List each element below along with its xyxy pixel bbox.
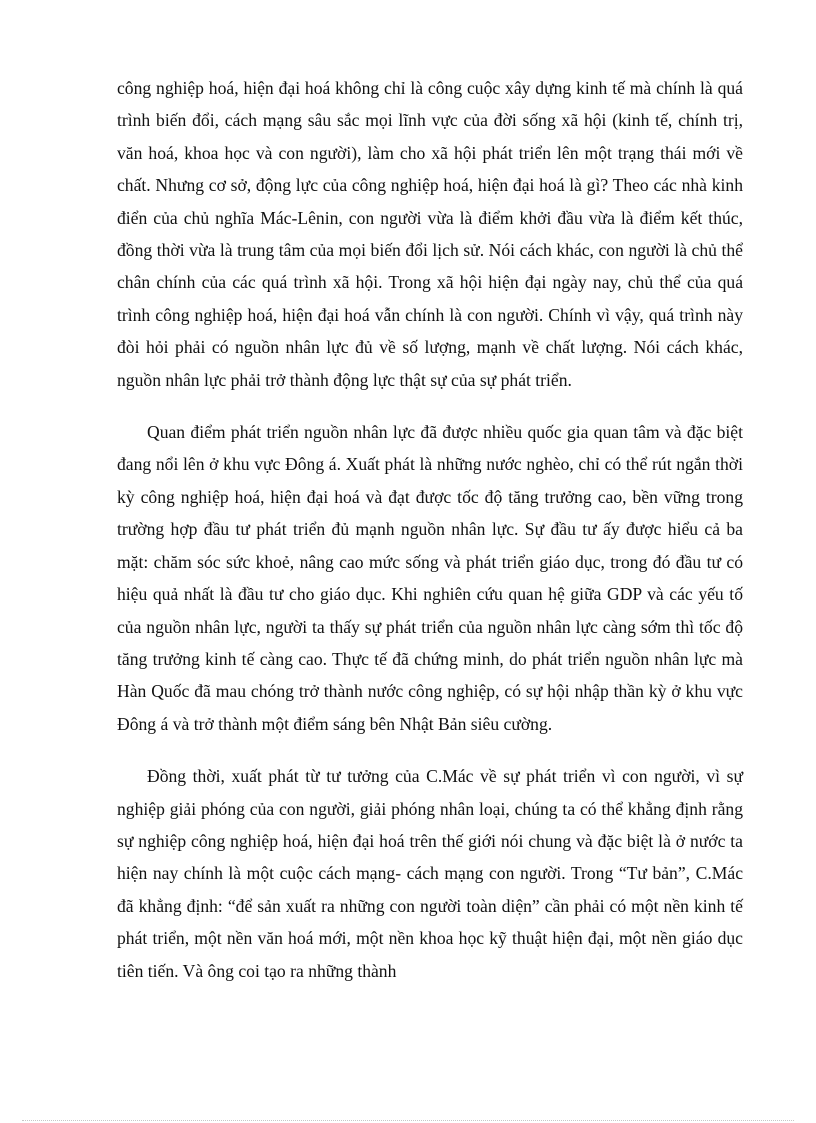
paragraph-1: công nghiệp hoá, hiện đại hoá không chỉ là công cuộc xây dựng kinh tế mà chính là quá trình biến đổi, cách mạng sâu sắc mọi lĩnh vực của đời sống xã hội (kinh tế, chính trị, văn hoá, khoa học và con người), làm cho xã hội phát triển lên một trạng thái mới về chất. Nhưng cơ sở, động lực của công nghiệp hoá, hiện đại hoá là gì? Theo các nhà kinh điển của chủ nghĩa Mác-Lênin, con người vừa là điểm khởi đầu vừa là điểm kết thúc, đồng thời vừa là trung tâm của mọi biến đổi lịch sử. Nói cách khác, con người là chủ thể chân chính của các quá trình xã hội. Trong xã hội hiện đại ngày nay, chủ thể của quá trình công nghiệp hoá, hiện đại hoá vẫn chính là con người. Chính vì vậy, quá trình này đòi hỏi phải có nguồn nhân lực đủ về số lượng, mạnh về chất lượng. Nói cách khác, nguồn nhân lực phải trở thành động lực thật sự của sự phát triển.: [117, 78, 743, 390]
paragraph-spacer: [117, 740, 743, 760]
paragraph-3: Đồng thời, xuất phát từ tư tưởng của C.Mác về sự phát triển vì con người, vì sự nghiệp giải phóng của con người, giải phóng nhân loại, chúng ta có thể khẳng định rằng sự nghiệp công nghiệp hoá, hiện đại hoá trên thế giới nói chung và đặc biệt là ở nước ta hiện nay chính là một cuộc cách mạng- cách mạng con người. Trong “Tư bản”, C.Mác đã khẳng định: “để sản xuất ra những con người toàn diện” cần phải có một nền kinh tế phát triển, một nền văn hoá mới, một nền khoa học kỹ thuật hiện đại, một nền giáo dục tiên tiến. Và ông coi tạo ra những thành: [117, 766, 743, 981]
document-body: [117, 72, 743, 987]
paragraph-spacer: [117, 396, 743, 416]
page-bottom-divider: [22, 1120, 794, 1121]
paragraph-2: Quan điểm phát triển nguồn nhân lực đã được nhiều quốc gia quan tâm và đặc biệt đang nổi lên ở khu vực Đông á. Xuất phát là những nước nghèo, chỉ có thể rút ngắn thời kỳ công nghiệp hoá, hiện đại hoá và đạt được tốc độ tăng trưởng cao, bền vững trong trường hợp đầu tư phát triển đủ mạnh nguồn nhân lực. Sự đầu tư ấy được hiểu cả ba mặt: chăm sóc sức khoẻ, nâng cao mức sống và phát triển giáo dục, trong đó đầu tư có hiệu quả nhất là đầu tư cho giáo dục. Khi nghiên cứu quan hệ giữa GDP và các yếu tố của nguồn nhân lực, người ta thấy sự phát triển của nguồn nhân lực càng sớm thì tốc độ tăng trưởng kinh tế càng cao. Thực tế đã chứng minh, do phát triển nguồn nhân lực mà Hàn Quốc đã mau chóng trở thành nước công nghiệp, có sự hội nhập thần kỳ ở khu vực Đông á và trở thành một điểm sáng bên Nhật Bản siêu cường.: [117, 422, 743, 734]
